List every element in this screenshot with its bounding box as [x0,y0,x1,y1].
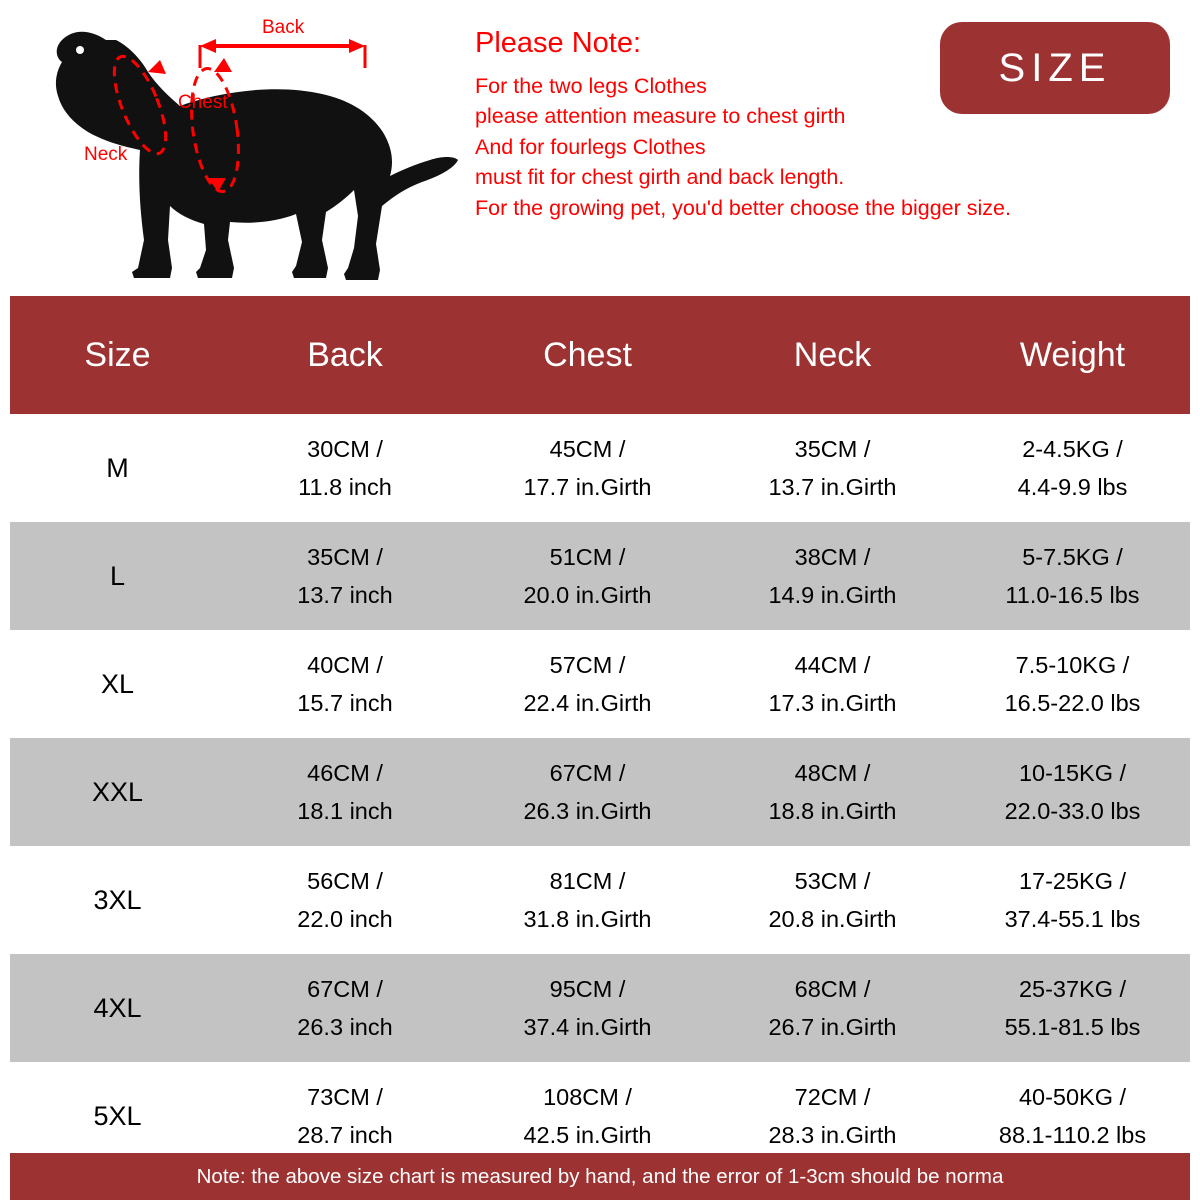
dog-measurement-diagram [10,0,460,290]
note-line: For the growing pet, you'd better choose the bigger size. [475,195,1011,220]
cell-back: 40CM / 15.7 inch [297,651,393,716]
cell-chest: 67CM / 26.3 in.Girth [523,759,652,824]
cell-back: 30CM / 11.8 inch [298,435,392,500]
column-header-neck: Neck [793,335,872,374]
cell-back: 56CM / 22.0 inch [297,867,393,932]
cell-size: XXL [91,776,144,807]
cell-chest: 57CM / 22.4 in.Girth [523,651,652,716]
table-row [10,630,1190,738]
header-section [0,0,1200,296]
cell-size: 5XL [93,1100,142,1131]
label-back: Back [262,17,305,38]
cell-back: 67CM / 26.3 inch [297,975,393,1040]
note-line: please attention measure to chest girth [475,104,846,129]
column-header-back: Back [307,335,383,374]
cell-neck: 68CM / 26.7 in.Girth [768,975,897,1040]
dog-silhouette-icon [10,0,460,290]
cell-chest: 81CM / 31.8 in.Girth [523,867,652,932]
size-badge-label: SIZE [998,45,1112,90]
cell-weight: 17-25KG / 37.4-55.1 lbs [1004,867,1141,932]
column-header-weight: Weight [1019,335,1126,374]
cell-chest: 108CM / 42.5 in.Girth [523,1083,652,1148]
note-line: For the two legs Clothes [475,73,707,98]
note-line: And for fourlegs Clothes [475,134,706,159]
footer-note [10,1153,1190,1200]
cell-weight: 25-37KG / 55.1-81.5 lbs [1004,975,1141,1040]
cell-chest: 51CM / 20.0 in.Girth [523,543,652,608]
cell-weight: 7.5-10KG / 16.5-22.0 lbs [1004,651,1141,716]
column-header-size: Size [84,335,151,374]
cell-size: L [109,560,126,591]
cell-neck: 53CM / 20.8 in.Girth [768,867,897,932]
cell-back: 35CM / 13.7 inch [297,543,393,608]
table-row [10,522,1190,630]
cell-neck: 35CM / 13.7 in.Girth [768,435,897,500]
table-row [10,846,1190,954]
table-body [10,414,1190,1170]
table-row [10,954,1190,1062]
table-header-row [10,296,1190,414]
footer-note-text: Note: the above size chart is measured by hand, and the error of 1-3cm should be norma [196,1164,1004,1188]
column-header-chest: Chest [543,335,632,374]
cell-neck: 38CM / 14.9 in.Girth [768,543,897,608]
cell-back: 73CM / 28.7 inch [297,1083,393,1148]
size-chart-table [10,296,1190,1170]
note-line: must fit for chest girth and back length. [475,165,845,190]
table-row [10,738,1190,846]
cell-size: XL [100,668,135,699]
cell-neck: 48CM / 18.8 in.Girth [768,759,897,824]
cell-chest: 45CM / 17.7 in.Girth [523,435,652,500]
cell-neck: 72CM / 28.3 in.Girth [768,1083,897,1148]
cell-size: 3XL [93,884,142,915]
cell-chest: 95CM / 37.4 in.Girth [523,975,652,1040]
cell-size: M [106,452,129,483]
size-badge [940,22,1170,114]
cell-size: 4XL [93,992,142,1023]
table-header [10,296,1190,414]
cell-weight: 40-50KG / 88.1-110.2 lbs [998,1083,1147,1148]
cell-weight: 2-4.5KG / 4.4-9.9 lbs [1017,435,1128,500]
cell-back: 46CM / 18.1 inch [297,759,393,824]
cell-weight: 10-15KG / 22.0-33.0 lbs [1004,759,1141,824]
label-neck: Neck [84,144,128,165]
table-row [10,414,1190,522]
cell-neck: 44CM / 17.3 in.Girth [768,651,897,716]
label-chest: Chest [178,92,228,113]
cell-weight: 5-7.5KG / 11.0-16.5 lbs [1005,543,1140,608]
note-title: Please Note: [475,27,642,59]
